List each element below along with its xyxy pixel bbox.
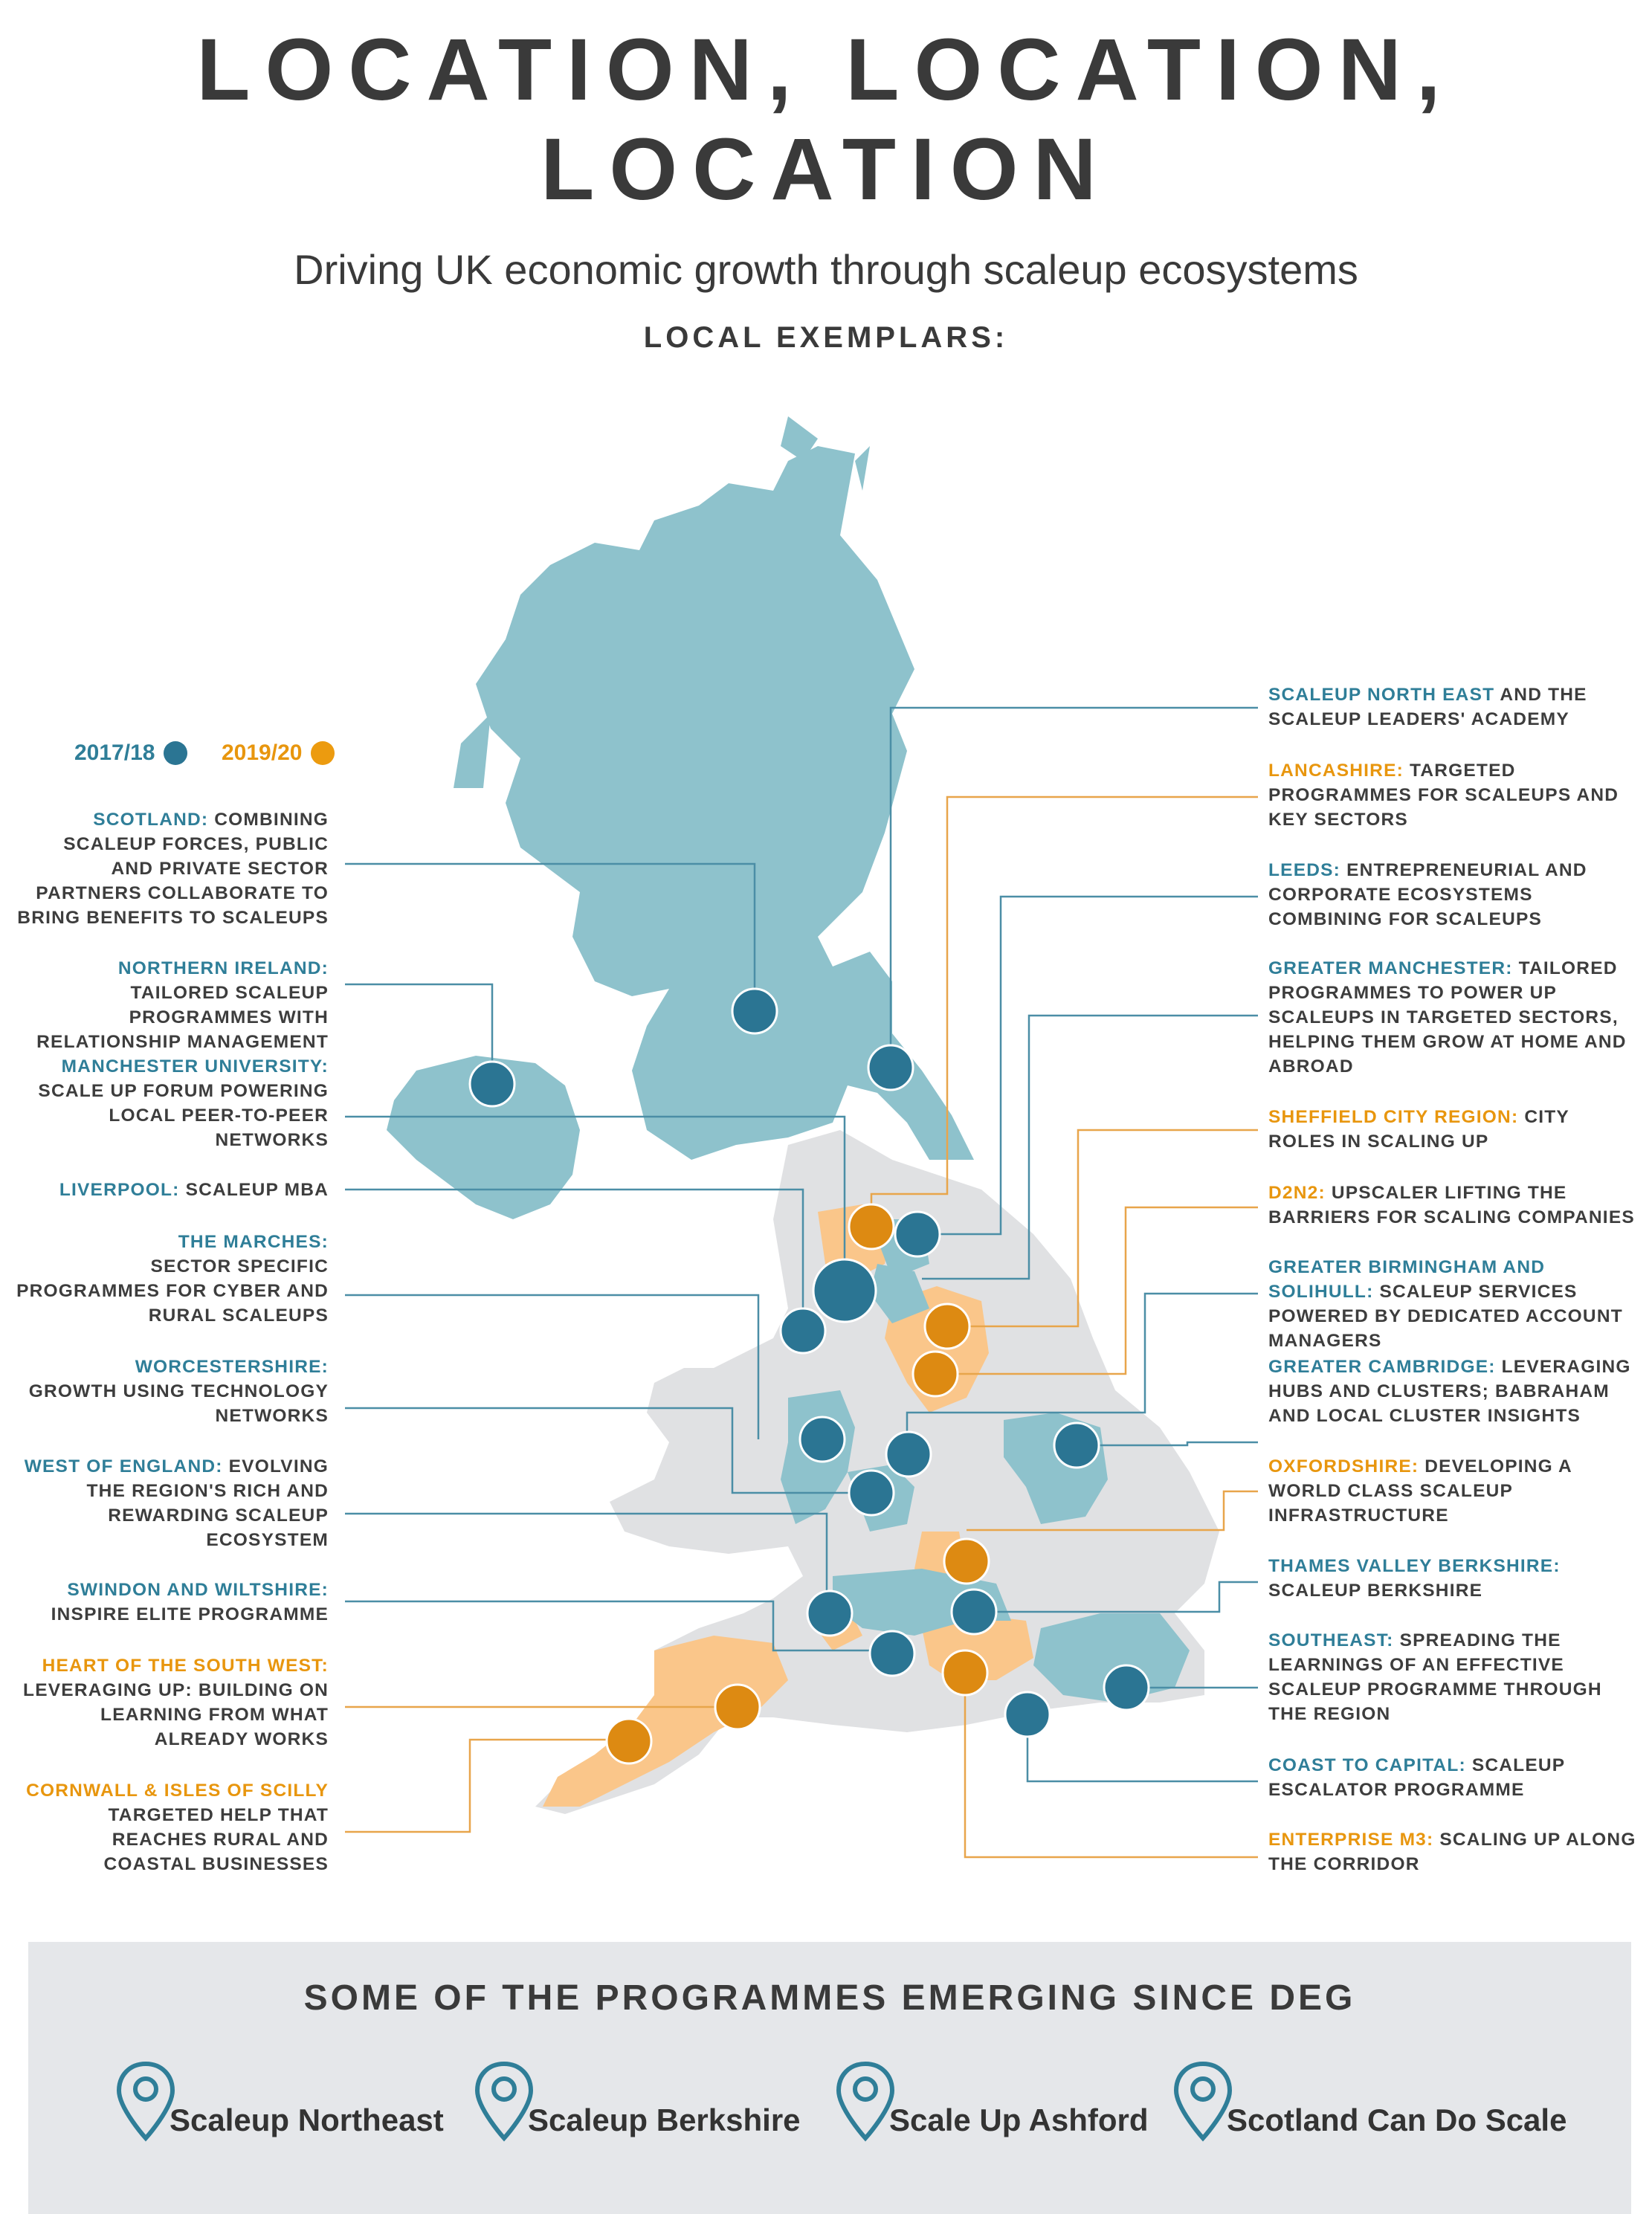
entry-label: LEEDS:	[1268, 860, 1341, 880]
section-label: LOCAL EXEMPLARS:	[643, 321, 1009, 354]
programme-item	[116, 2061, 444, 2143]
entry-heart-of-south-west	[16, 1653, 329, 1752]
entry-text: DEVELOPING A WORLD CLASS SCALEUP INFRASTRUCTURE	[1268, 1456, 1572, 1526]
entry-label: MANCHESTER UNIVERSITY:	[61, 1056, 329, 1077]
entry-text: LEVERAGING UP: BUILDING ON LEARNING FROM WHAT ALREADY WORKS	[23, 1680, 329, 1749]
marker-worcestershire	[849, 1471, 894, 1515]
entry-text: LEVERAGING HUBS AND CLUSTERS; BABRAHAM AND LOCAL CLUSTER INSIGHTS	[1268, 1357, 1631, 1426]
legend-dot-teal	[164, 741, 187, 765]
entry-label: THAMES VALLEY BERKSHIRE:	[1268, 1556, 1561, 1576]
entry-text: SCALEUP BERKSHIRE	[1268, 1581, 1483, 1601]
entry-label: ENTERPRISE M3:	[1268, 1830, 1434, 1850]
marker-west-england	[870, 1631, 914, 1676]
entry-label: SHEFFIELD CITY REGION:	[1268, 1107, 1519, 1127]
entry-greater-birmingham	[1268, 1255, 1640, 1353]
marker-northern-ireland	[470, 1062, 514, 1106]
connector-leeds	[922, 897, 1258, 1234]
marker-oxfordshire	[944, 1539, 989, 1584]
programme-item	[474, 2061, 801, 2143]
entry-greater-cambridge	[1268, 1355, 1640, 1428]
entry-text: SECTOR SPECIFIC PROGRAMMES FOR CYBER AND RURAL SCALEUPS	[16, 1256, 329, 1326]
programme-item	[1173, 2061, 1567, 2143]
entry-label: NORTHERN IRELAND:	[117, 958, 329, 978]
entry-text: INSPIRE ELITE PROGRAMME	[51, 1604, 329, 1624]
entry-text: SCALE UP FORUM POWERING LOCAL PEER-TO-PEER NETWORKS	[38, 1081, 329, 1150]
entry-enterprise-m3	[1268, 1827, 1640, 1876]
entry-label: LIVERPOOL:	[59, 1180, 180, 1200]
map-pin-icon	[116, 2061, 175, 2143]
marker-southeast	[1104, 1665, 1149, 1710]
marker-liverpool	[781, 1308, 825, 1353]
marker-d2n2	[913, 1352, 958, 1396]
connector-lancashire	[871, 797, 1258, 1227]
entry-label: WEST OF ENGLAND:	[24, 1456, 223, 1476]
programme-label: Scaleup Berkshire	[528, 2102, 801, 2137]
page-subtitle: Driving UK economic growth through scaleup ecosystems	[294, 246, 1358, 293]
entry-text: SCALEUP SERVICES POWERED BY DEDICATED ACCOUNT MANAGERS	[1268, 1282, 1623, 1351]
programmes-title: SOME OF THE PROGRAMMES EMERGING SINCE DEG	[303, 1978, 1356, 2018]
legend-label-2019-20: 2019/20	[222, 740, 303, 765]
marker-marches	[800, 1417, 845, 1462]
entry-text: TARGETED PROGRAMMES FOR SCALEUPS AND KEY SECTORS	[1268, 761, 1619, 830]
entry-text: ENTREPRENEURIAL AND CORPORATE ECOSYSTEMS COMBINING FOR SCALEUPS	[1268, 860, 1587, 929]
programme-item	[836, 2061, 1149, 2143]
connector-liverpool	[345, 1190, 803, 1331]
entry-label: SCALEUP NORTH EAST	[1268, 685, 1495, 705]
entry-label: GREATER BIRMINGHAM AND SOLIHULL:	[1268, 1257, 1546, 1302]
entry-text: SCALING UP ALONG THE CORRIDOR	[1268, 1830, 1636, 1874]
entry-liverpool	[16, 1178, 329, 1202]
marker-greater-manchester	[813, 1259, 876, 1322]
programmes-panel	[28, 1942, 1631, 2214]
entry-text: GROWTH USING TECHNOLOGY NETWORKS	[28, 1381, 329, 1426]
page-title-line-2: LOCATION	[541, 120, 1111, 219]
entry-swindon-wiltshire	[16, 1578, 329, 1627]
marker-swindon	[807, 1591, 852, 1636]
entry-text: UPSCALER LIFTING THE BARRIERS FOR SCALING COMPANIES	[1268, 1183, 1635, 1227]
entry-manchester-university	[16, 1054, 329, 1152]
connector-coast-capital	[1027, 1710, 1258, 1781]
entry-text: COMBINING SCALEUP FORCES, PUBLIC AND PRIVATE SECTOR PARTNERS COLLABORATE TO BRING BENEFITS TO SCALEUPS	[17, 810, 329, 928]
entry-label: COAST TO CAPITAL:	[1268, 1755, 1466, 1775]
entry-text: TAILORED SCALEUP PROGRAMMES WITH RELATIONSHIP MANAGEMENT	[36, 983, 329, 1052]
marker-cornwall	[607, 1719, 651, 1763]
marker-heart-sw	[715, 1685, 760, 1729]
map-pin-icon	[474, 2061, 534, 2143]
marker-sheffield	[925, 1304, 969, 1349]
entry-thames-valley	[1268, 1554, 1640, 1603]
entry-label: SOUTHEAST:	[1268, 1630, 1394, 1650]
entry-west-of-england	[16, 1454, 329, 1552]
marker-thames-valley	[952, 1590, 996, 1634]
entry-coast-to-capital	[1268, 1753, 1640, 1802]
entry-scaleup-north-east	[1268, 682, 1640, 732]
entry-leeds	[1268, 858, 1640, 932]
map-pin-icon	[836, 2061, 895, 2143]
marker-leeds	[895, 1212, 940, 1256]
marker-birmingham	[886, 1432, 931, 1476]
legend-item-2017-18	[74, 740, 187, 766]
entry-cornwall	[16, 1778, 329, 1876]
entry-text: TAILORED PROGRAMMES TO POWER UP SCALEUPS IN TARGETED SECTORS, HELPING THEM GROW AT HOME AND ABROAD	[1268, 958, 1627, 1077]
entry-scotland	[16, 807, 329, 930]
entry-label: THE MARCHES:	[178, 1232, 329, 1252]
marker-north-east	[868, 1045, 913, 1090]
entry-oxfordshire	[1268, 1454, 1640, 1528]
entry-text: CITY ROLES IN SCALING UP	[1268, 1107, 1569, 1152]
marker-lancashire	[849, 1204, 894, 1249]
marker-scotland	[732, 989, 777, 1033]
entry-text: TARGETED HELP THAT REACHES RURAL AND COASTAL BUSINESSES	[103, 1805, 329, 1874]
programme-label: Scale Up Ashford	[889, 2102, 1149, 2137]
entry-text: SCALEUP ESCALATOR PROGRAMME	[1268, 1755, 1565, 1800]
entry-lancashire	[1268, 758, 1640, 832]
entry-northern-ireland	[16, 956, 329, 1054]
entry-text: SPREADING THE LEARNINGS OF AN EFFECTIVE SCALEUP PROGRAMME THROUGH THE REGION	[1268, 1630, 1602, 1724]
entry-marches	[16, 1230, 329, 1328]
marker-enterprise-m3	[943, 1650, 987, 1695]
connector-north-east	[891, 708, 1258, 1068]
entry-southeast	[1268, 1628, 1640, 1726]
legend-label-2017-18: 2017/18	[74, 740, 155, 765]
entry-sheffield	[1268, 1105, 1640, 1154]
entry-label: D2N2:	[1268, 1183, 1326, 1203]
entry-text: AND THE SCALEUP LEADERS' ACADEMY	[1268, 685, 1587, 729]
entry-worcestershire	[16, 1355, 329, 1428]
entry-label: SCOTLAND:	[93, 810, 209, 830]
entry-label: HEART OF THE SOUTH WEST:	[42, 1656, 329, 1676]
programme-label: Scotland Can Do Scale	[1227, 2102, 1567, 2137]
entry-label: GREATER MANCHESTER:	[1268, 958, 1513, 978]
marker-cambridge	[1054, 1423, 1099, 1468]
marker-coast-capital	[1005, 1692, 1050, 1737]
entry-label: CORNWALL & ISLES OF SCILLY	[26, 1781, 329, 1801]
entry-greater-manchester	[1268, 956, 1640, 1079]
legend-dot-orange	[311, 741, 335, 765]
entry-d2n2	[1268, 1181, 1640, 1230]
entry-label: GREATER CAMBRIDGE:	[1268, 1357, 1496, 1377]
map-pin-icon	[1173, 2061, 1233, 2143]
entry-label: WORCESTERSHIRE:	[135, 1357, 329, 1377]
page-title-line-1: LOCATION, LOCATION,	[196, 21, 1456, 119]
legend-item-2019-20	[222, 740, 335, 766]
entry-label: LANCASHIRE:	[1268, 761, 1404, 781]
entry-text: SCALEUP MBA	[185, 1180, 329, 1200]
entry-label: SWINDON AND WILTSHIRE:	[67, 1580, 329, 1600]
entry-label: OXFORDSHIRE:	[1268, 1456, 1419, 1476]
programme-label: Scaleup Northeast	[170, 2102, 444, 2137]
entry-text: EVOLVING THE REGION'S RICH AND REWARDING SCALEUP ECOSYSTEM	[86, 1456, 329, 1550]
